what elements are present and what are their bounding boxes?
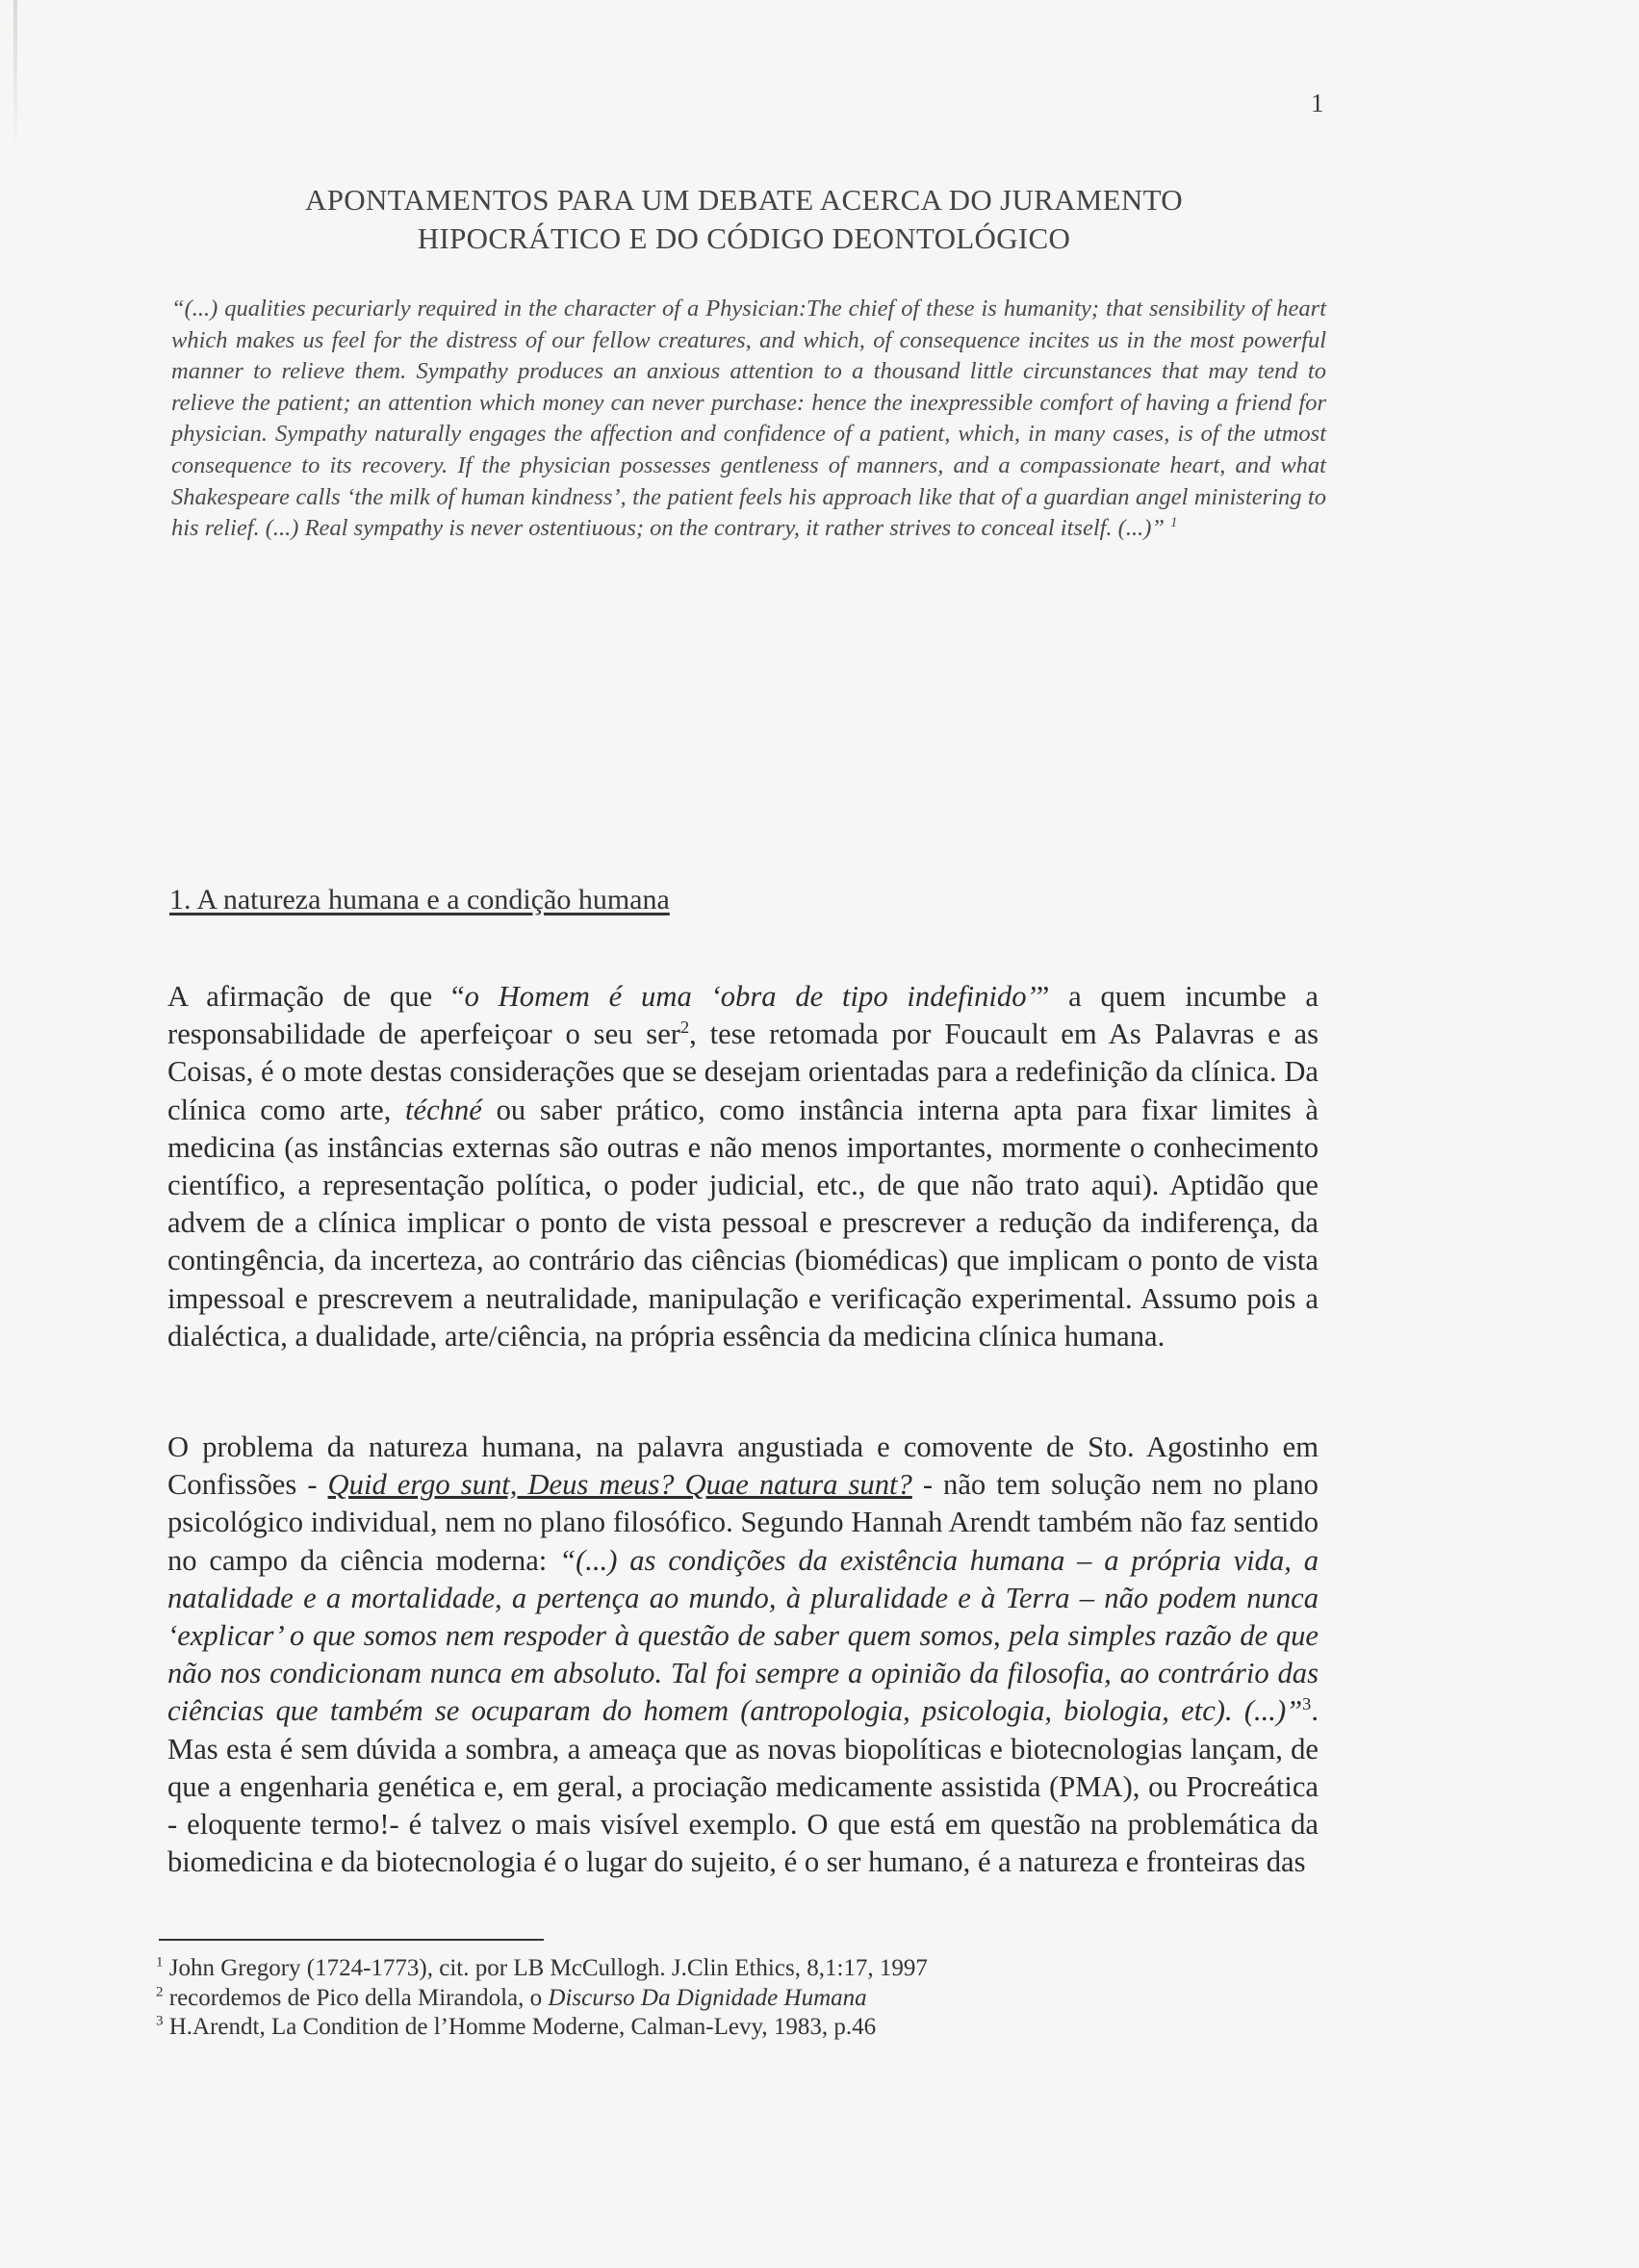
scan-edge bbox=[13, 0, 17, 154]
footnote-number: 3 bbox=[156, 2013, 164, 2029]
p1-text-a: A afirmação de que “ bbox=[167, 980, 465, 1013]
p1-italic-techne: téchné bbox=[405, 1093, 482, 1126]
p2-text-b: - não tem solução nem no plano psicológico individual, nem no plano filosófico. Segundo Hannah Arendt também não faz sentido no campo da ciência moderna: bbox=[167, 1468, 1319, 1577]
footnote-2 bbox=[156, 1984, 1311, 2014]
footnote-text: H.Arendt, La Condition de l’Homme Moderne, Calman-Levy, 1983, p.46 bbox=[168, 2014, 877, 2040]
page-number: 1 bbox=[1311, 89, 1324, 117]
footnote-text: recordemos de Pico della Mirandola, o bbox=[168, 1984, 549, 2011]
footnote-text: John Gregory (1724-1773), cit. por LB McCullogh. J.Clin Ethics, 8,1:17, 1997 bbox=[168, 1955, 928, 1981]
footnote-separator bbox=[159, 1939, 544, 1941]
footnote-ref-2: 2 bbox=[679, 1018, 690, 1038]
footnote-italic-title: Discurso Da Dignidade Humana bbox=[548, 1984, 867, 2011]
p1-text-d: ou saber prático, como instância interna apta para fixar limites à medicina (as instâncias externas são outras e não menos importantes, mormente o conhecimento científico, a representação política, o poder judicial, etc., de que não trato aqui). Aptidão que advem de a clínica implicar o ponto de vista pessoal e prescrever a redução da indiferença, da contingência, da incerteza, ao contrário das ciências (biomédicas) que implicam o ponto de vista impessoal e prescrevem a neutralidade, manipulação e verificação experimental. Assumo pois a dialéctica, a dualidade, arte/ciência, na própria essência da medicina clínica humana. bbox=[167, 1093, 1319, 1353]
footnote-ref-1: 1 bbox=[1170, 515, 1178, 530]
title-line-2: HIPOCRÁTICO E DO CÓDIGO DEONTOLÓGICO bbox=[417, 221, 1071, 255]
footnote-number: 2 bbox=[156, 1984, 164, 2000]
document-title bbox=[173, 181, 1315, 258]
epigraph-quote bbox=[171, 294, 1326, 545]
paragraph-2 bbox=[167, 1429, 1319, 1881]
footnotes bbox=[156, 1954, 1311, 2043]
footnote-1 bbox=[156, 1954, 1311, 1984]
title-line-1: APONTAMENTOS PARA UM DEBATE ACERCA DO JURAMENTO bbox=[305, 183, 1183, 217]
section-heading: 1. A natureza humana e a condição humana bbox=[169, 884, 670, 915]
footnote-ref-3: 3 bbox=[1302, 1694, 1312, 1714]
p2-text-c: . Mas esta é sem dúvida a sombra, a ameaça que as novas biopolíticas e biotecnologias lançam, de que a engenharia genética e, em geral, a prociação medicamente assistida (PMA), ou Procreática - eloquente termo!- é talvez o mais visível exemplo. O que está em questão na problemática da biomedicina e da biotecnologia é o lugar do sujeito, é o ser humano, é a natureza e fronteiras das bbox=[167, 1694, 1319, 1879]
paragraph-1 bbox=[167, 978, 1319, 1355]
p1-italic-quote: o Homem é uma ‘obra de tipo indefinido’ bbox=[464, 980, 1037, 1013]
p2-latin-quote: Quid ergo sunt, Deus meus? Quae natura sunt? bbox=[327, 1468, 912, 1502]
p1-text-c: , tese retomada por Foucault em As Palavras e as Coisas, é o mote destas considerações que se desejam orientadas para a redefinição da clínica. Da clínica como arte, bbox=[167, 1018, 1319, 1126]
p2-arendt-quote: “(...) as condições da existência humana – a própria vida, a natalidade e a mortalidade, a pertença ao mundo, à pluralidade e à Terra – não podem nunca ‘explicar’ o que somos nem respoder à questão de saber quem somos, pela simples razão de que não nos condicionam nunca em absoluto. Tal foi sempre a opinião da filosofia, ao contrário das ciências que também se ocuparam do homem (antropologia, psicologia, biologia, etc). (...)” bbox=[167, 1543, 1319, 1728]
p1-text-b: ” a quem incumbe a responsabilidade de aperfeiçoar o seu ser bbox=[167, 980, 1319, 1051]
epigraph-text: “(...) qualities pecuriarly required in the character of a Physician:The chief of these is humanity; that sensibility of heart which makes us feel for the distress of our fellow creatures, and which, of consequence incites us in the most powerful manner to relieve them. Sympathy produces an anxious attention to a thousand little circunstances that may tend to relieve the patient; an attention which money can never purchase: hence the inexpressible comfort of having a friend for physician. Sympathy naturally engages the affection and confidence of a patient, which, in many cases, is of the utmost consequence to its recovery. If the physician possesses gentleness of manners, and a compassionate heart, and what Shakespeare calls ‘the milk of human kindness’, the patient feels his approach like that of a guardian angel ministering to his relief. (...) Real sympathy is never ostentiuous; on the contrary, it rather strives to conceal itself. (...)” bbox=[171, 296, 1326, 542]
p2-text-a: O problema da natureza humana, na palavra angustiada e comovente de Sto. Agostinho em Confissões - bbox=[167, 1430, 1319, 1502]
footnote-3 bbox=[156, 2013, 1311, 2043]
footnote-number: 1 bbox=[156, 1954, 164, 1971]
